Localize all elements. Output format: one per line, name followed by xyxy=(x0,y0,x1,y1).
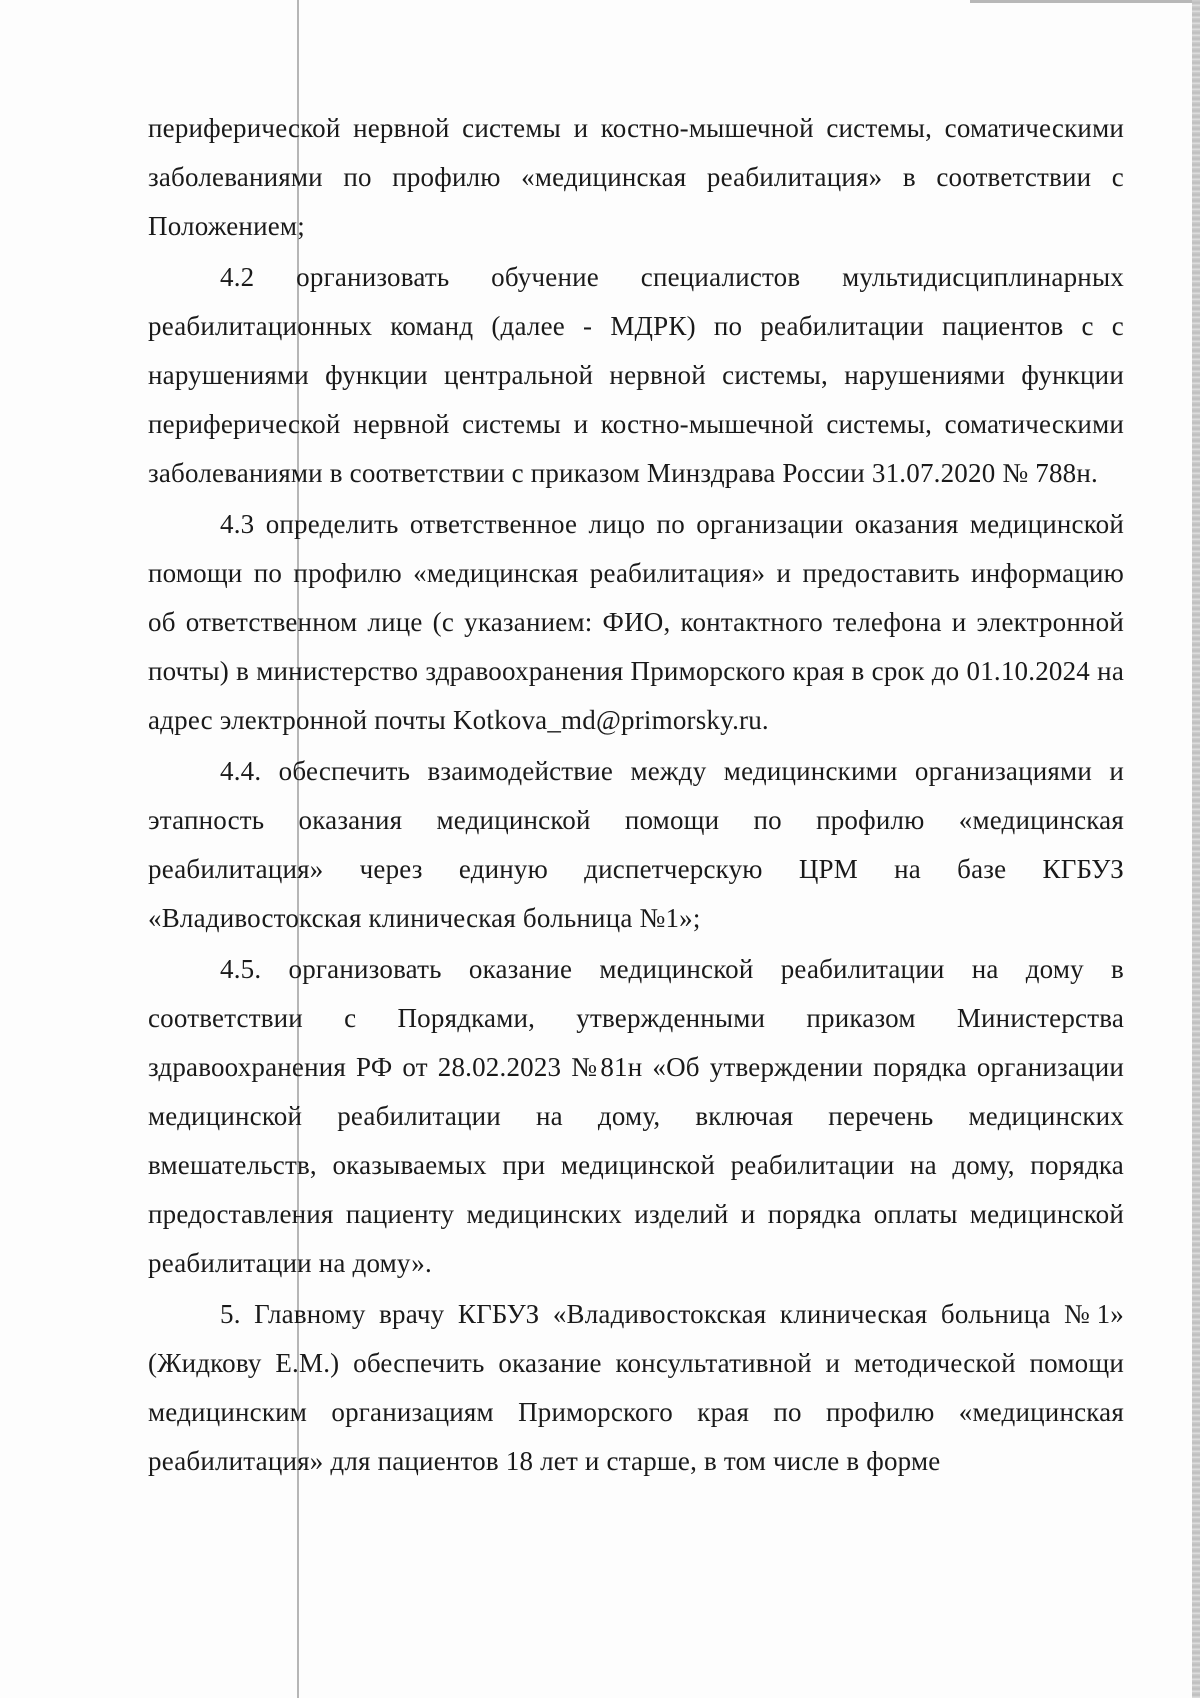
paragraph-4-3: 4.3 определить ответственное лицо по организации оказания медицинской помощи по профилю «медицинская реабилитация» и предоставить информацию об ответственном лице (с указанием: ФИО, контактного телефона и электронной почты) в министерство здравоохранения Приморского края в срок до 01.10.2024 на адрес электронной почты Kotkova_md@primorsky.ru. xyxy=(148,509,1124,735)
paragraph-5: 5. Главному врачу КГБУЗ «Владивостокская клиническая больница №1» (Жидкову Е.М.) обеспечить оказание консультативной и методической помощи медицинским организациям Приморского края по профилю «медицинская реабилитация» для пациентов 18 лет и старше, в том числе в форме xyxy=(148,1299,1124,1476)
paragraph-4-2: 4.2 организовать обучение специалистов мультидисциплинарных реабилитационных команд (далее - МДРК) по реабилитации пациентов с с нарушениями функции центральной нервной системы, нарушениями функции периферической нервной системы и костно-мышечной системы, соматическими заболеваниями в соответствии с приказом Минздрава России 31.07.2020 № 788н. xyxy=(148,262,1124,488)
paragraph-4-5: 4.5. организовать оказание медицинской реабилитации на дому в соответствии с Порядками, утвержденными приказом Министерства здравоохранения РФ от 28.02.2023 №81н «Об утверждении порядка организации медицинской реабилитации на дому, включая перечень медицинских вмешательств, оказываемых при медицинской реабилитации на дому, порядка предоставления пациенту медицинских изделий и порядка оплаты медицинской реабилитации на дому». xyxy=(148,954,1124,1278)
scan-artifact-top xyxy=(970,0,1200,3)
paragraph-continuation: периферической нервной системы и костно-мышечной системы, соматическими заболеваниями по профилю «медицинская реабилитация» в соответствии с Положением; xyxy=(148,113,1124,241)
document-body xyxy=(148,104,1124,1486)
scan-artifact-edge xyxy=(1192,0,1200,1698)
paragraph-4-4: 4.4. обеспечить взаимодействие между медицинскими организациями и этапность оказания медицинской помощи по профилю «медицинская реабилитация» через единую диспетчерскую ЦРМ на базе КГБУЗ «Владивостокская клиническая больница №1»; xyxy=(148,756,1124,933)
